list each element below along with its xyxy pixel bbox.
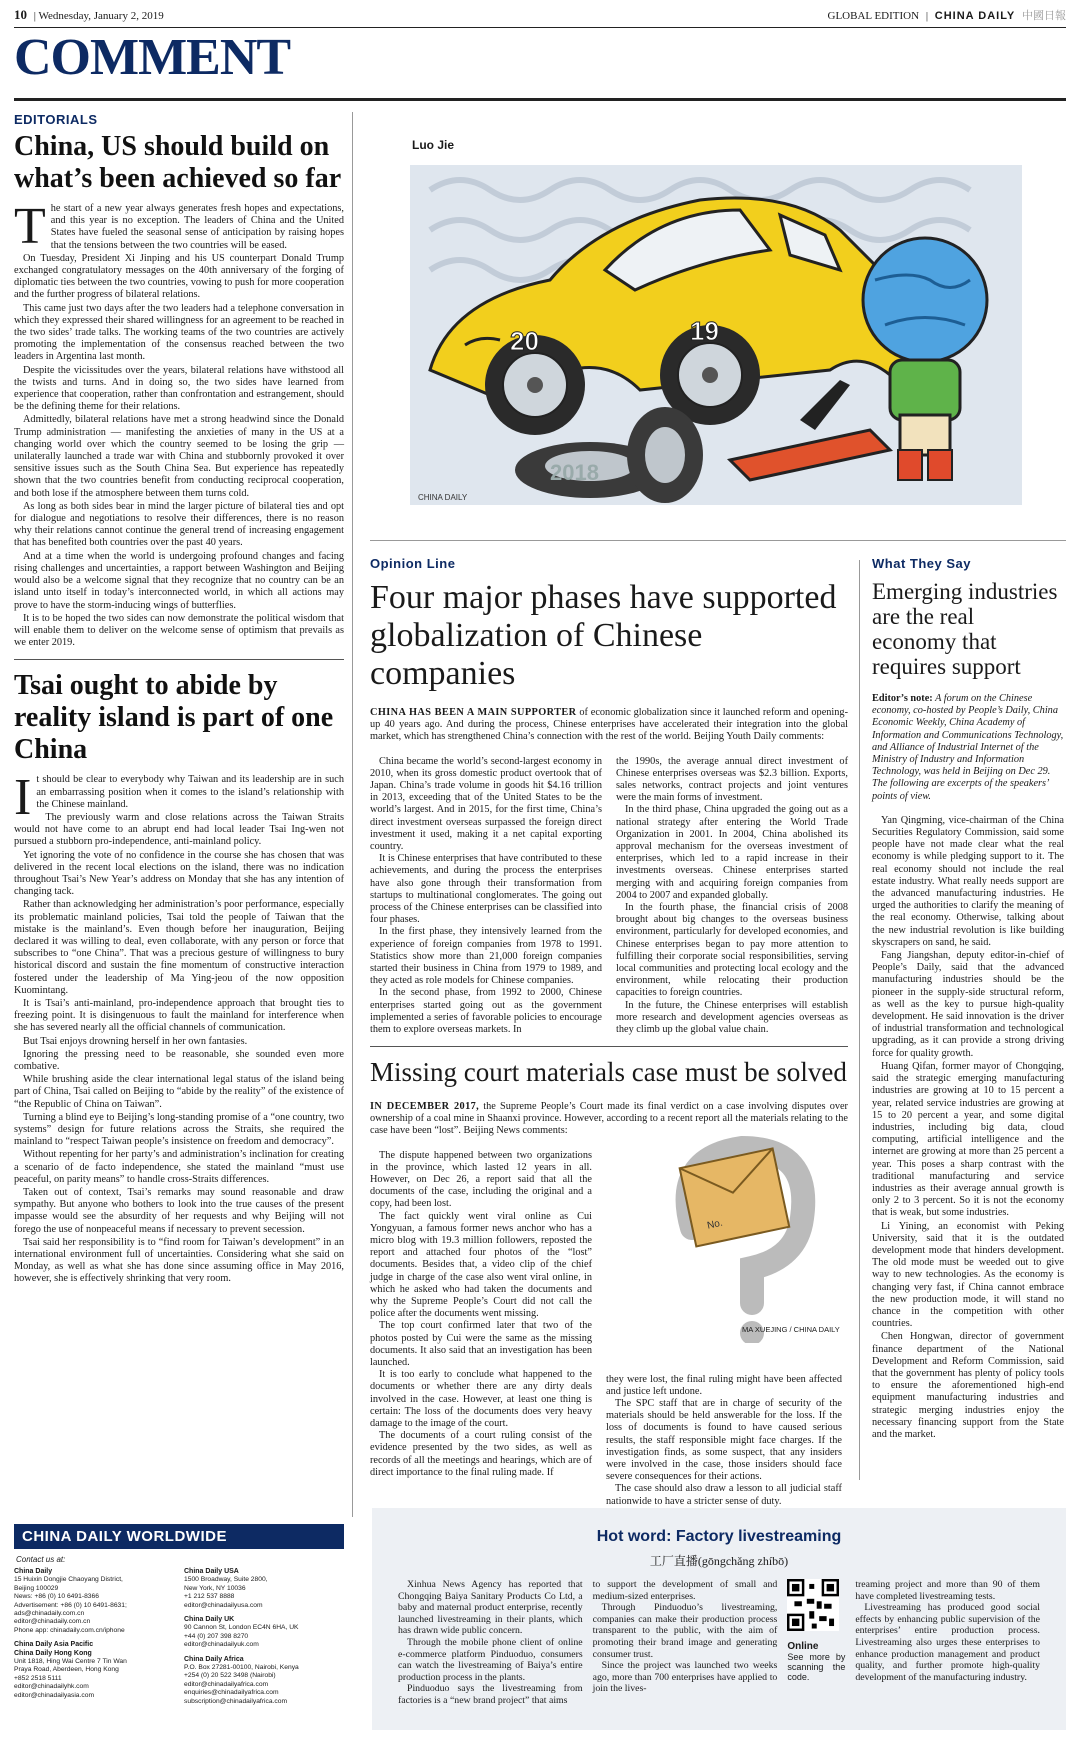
cartoon-signature: CHINA DAILY <box>418 493 468 502</box>
brand-name: CHINA DAILY <box>934 10 1016 22</box>
article-divider <box>14 659 344 660</box>
court-case-body: The dispute happened between two organizations in the province, which lasted 12 years in all. However, on Dec 26, a report said that all the documents of the case, including the original and a copy, had been lost. The fact quickly went viral online as Cui Yongyuan, a famous former news anchor who has a micro blog with 19.3 million followers, reposted the report and attached four photos of the “lost” documents. Besides that, a video clip of the chief judge in charge of the case also went viral online, in which he asked who had taken the documents and why the Supreme People’s Court did not call the police after the documents went missing. The top court confirmed later that two of the photos posted by Cui were the same as the missing documents. It also said that an investigation has been launched. It is too early to conclude what happened to the documents or whether there are any dirty deals involved in the case. However, at least one thing is certain: The loss of the documents does very heavy damage to the image of the court. The documents of a court ruling consist of the evidence presented by the two sides, as well as records of all the meetings and hearings, which are of direct importance to the final ruling made. If they were lost, the final ruling might have been affected and justice left undone. The SPC staff that are in charge of security of the materials should be held answerable for the loss. If the loss of documents is found to have caused serious results, the staff responsible might face charges. If the investigation finds, as some suspect, that any insiders were involved in the case, those insiders should face severe consequences for their actions. The case should also draw a lesson to all judicial staff nationwide to have a stricter sense of duty. <box>370 1149 842 1507</box>
envelope-label: No. <box>706 1217 724 1232</box>
court-case-headline: Missing court materials case must be solved <box>370 1057 847 1087</box>
hot-word-pinyin: 工厂直播(gōngchǎng zhíbō) <box>649 1554 789 1568</box>
issue-date: Wednesday, January 2, 2019 <box>38 10 164 22</box>
contact-column-right: China Daily USA 1500 Broadway, Suite 2800, New York, NY 10036 +1 212 537 8888 editor@chinadailyusa.com China Daily UK 90 Cannon St, London EC4N 6HA, UK +44 (0) 207 398 8270 editor@chinadailyuk.com China Daily Africa P.O. Box 27281-00100, Nairobi, Kenya +254 (0) 20 522 3498 (Nairobi) editor@chinadailyafrica.com enquiries@chinadailyafrica.com subscription@chinadailyafrica.com <box>184 1568 299 1705</box>
dropcap: T <box>14 198 46 255</box>
section-rule <box>14 98 1066 101</box>
opinion-line-kicker: Opinion Line <box>370 556 456 571</box>
section-title: COMMENT <box>14 29 291 86</box>
opinion-line-headline: Four major phases have supported globalization of Chinese companies <box>370 579 837 692</box>
contact-column-left: China Daily 15 Huixin Dongjie Chaoyang District, Beijing 100029 News: +86 (0) 10 6491-8366 Advertisement: +86 (0) 10 6491-8631; ads@chinadaily.com.cn editor@chinadaily.com.cn Phone app: chinadaily.com.cn/iphone China Daily Asia Pacific China Daily Hong Kong Unit 1818, Hing Wai Centre 7 Tin Wan Praya Road, Aberdeen, Hong Kong +852 2518 5111 editor@chinadailyhk.com editor@chinadailyasia.com <box>14 1568 127 1699</box>
editorial-2-headline: Tsai ought to abide by reality island is part of one China <box>14 670 334 766</box>
opinion-line-body: China became the world’s second-largest economy in 2010, when its gross domestic product overtook that of Japan. China’s trade volume in goods hit $4.16 trillion in 2013, exceeding that of the United States to be the world’s largest. And in 2015, for the first time, China’s direct investment overseas surpassed the foreign direct investment it used, making it a net capital exporting country. It is Chinese enterprises that have contributed to these achievements, and during the process the enterprises have also gone through their transformation from startups to multinational conglomerates. The going out process of the Chinese enterprises can be classified into four phases. In the first phase, they intensively learned from the experience of foreign companies from 1978 to 1991. Statistics show more than 21,000 foreign companies started their business in China from 1979 to 1989, and they acted as role models for Chinese companies. In the second phase, from 1992 to 2000, Chinese enterprises started going out as the government implemented a series of favorable policies to encourage them to explore overseas markets. In the 1990s, the average annual direct investment of Chinese enterprises overseas was $2.3 billion. Exports, sales networks, contract projects and joint ventures were the main forms of investment. In the third phase, China upgraded the going out as a national strategy after entering the World Trade Organization in 2001. In 2004, China abolished its approval mechanism for the overseas investment of enterprises, which led to a rapid increase in their investments overseas. Chinese enterprises started merging with and acquiring foreign companies from 2004 to 2007 and expanded globally. In the fourth phase, the financial crisis of 2008 brought about big changes to the overseas business environment, particularly for developed economies, and Chinese enterprises began to pay more attention to fulfilling their corporate social responsibilities, serving local communities and protecting local ecology and the environment, while relocating their production capacities to foreign countries. In the future, the Chinese enterprises will establish more research and development agencies overseas as they climb up the global value chain. <box>370 755 848 1036</box>
year-label-right: 19 <box>690 316 719 346</box>
hot-word-box <box>372 1508 1066 1730</box>
editorial-1-headline: China, US should build on what’s been achieved so far <box>14 131 342 194</box>
missing-document-illustration <box>632 1128 847 1343</box>
year-label-left: 20 <box>510 326 539 356</box>
what-they-say-kicker: What They Say <box>872 556 971 571</box>
cartoon-credit: Luo Jie <box>412 138 455 152</box>
qr-caption: See more by scanning the code. <box>787 1651 846 1682</box>
editorial-2-body: It should be clear to everybody why Taiwan and its leadership are in such an embarrassing position when it comes to the island’s relationship with the Chinese mainland. The previously warm and close relations across the Taiwan Straits would not have come to an abrupt end had local leader Tsai Ing-wen not pursued a stubborn pro-independence, anti-mainland policy. Yet ignoring the vote of no confidence in the course she has chosen that was delivered in the recent local elections on the island, there was no indication throughout Tsai’s New Year’s address on Monday that she has any intention of changing tack. Rather than acknowledging her administration’s poor performance, especially its problematic mainland policies, Tsai told the people of Taiwan that the mistake is the mainland’s. Even though before her inauguration, Beijing declared it was willing to deal, even collaborate, with any person or force that subscribes to “one China”. That was a precious gesture of willingness to bury historical discord and sustain the fine momentum of constructive interaction fostered under the leadership of Ma Ying-jeou of the now opposition Kuomintang. It is Tsai’s anti-mainland, pro-independence approach that brought ties to freezing point. It is disingenuous to fault the mainland for interference when she has severed nearly all the official channels of communication. But Tsai enjoys drowning herself in her own fantasies. Ignoring the pressing need to be reasonable, she sounded even more combative. While brushing aside the clear international legal status of the island being part of China, Tsai called on Beijing to “abide by the reality” of the existence of “the Republic of China on Taiwan”. Turning a blind eye to Beijing’s long-standing promise of a “one country, two systems” design for future relations across the Straits, she required the mainland to “respect Taiwan people’s insistence on freedom and democracy”. Without repenting for her party’s and administration’s inclination for creating a scenario of de facto independence, she stated the mainland “must use peaceful, on parity means” to handle cross-Straits differences. Taken out of context, Tsai’s remarks may sound reasonable and draw sympathy. But anyone who bothers to look into the true causes of the present impasse would see the absurdity of her requests and why Beijing will not forego the use of nonpeaceful means if necessary to prevent secession. Tsai said her responsibility is to “find room for Taiwan’s development” in an international environment full of uncertainties. Considering what she said on Monday, as well as what she has done since assuming office in May 2016, however, she is effectively shrinking that very room. <box>14 769 344 1285</box>
what-they-say-article <box>872 556 1064 1442</box>
brand-chinese: 中國日報 <box>1022 10 1066 22</box>
column-divider <box>352 112 353 1517</box>
china-daily-worldwide <box>14 1524 344 1706</box>
cartoon-illustration <box>370 130 1065 510</box>
cartoon-rule <box>370 540 1066 541</box>
qr-code-block[interactable] <box>787 1579 845 1707</box>
qr-label: Online <box>787 1640 819 1652</box>
old-tire-text: 2018 <box>550 460 599 485</box>
contact-label: Contact us at: <box>16 1555 66 1564</box>
header-left: 10 | Wednesday, January 2, 2019 <box>14 7 164 22</box>
hot-word-body: Xinhua News Agency has reported that Chongqing Baiya Sanitary Products Co Ltd, a baby and maternal product enterprise, recently launched livestreaming in their plants, which has drawn wide public concern. Through the mobile phone client of online e-commerce platform Pinduoduo, consumers can watch the livestreaming of Baiya’s entire production process in the plants. Pinduoduo says the livestreaming from factories is a “new brand project” that aims to support the development of small and medium-sized enterprises. Through Pinduoduo’s livestreaming, companies can make their production process transparent to the public, with the aim of promoting their brand image and generating consumer trust. Since the project was launched two weeks ago, more than 700 enterprises have applied to join the lives- Online See more by scanning the code. treaming project and more than 90 of them have completed livestreaming tests. Livestreaming has produced good social effects by enhancing public supervision of the enterprises’ entire production process. Livestreaming also urges these enterprises to enhance production management and product quality, and further promote high-quality development of the manufacturing industry. <box>398 1579 1040 1706</box>
editorial-1-body: The start of a new year always generates fresh hopes and expectations, and this year is no exception. The leaders of China and the United States have fueled the seasonal sense of anticipation by raising hopes that the tensions between the two countries will be eased. On Tuesday, President Xi Jinping and his US counterpart Donald Trump exchanged congratulatory messages on the 40th anniversary of the forging of diplomatic ties between the two countries, vowing to push for more cooperation and the further progress of bilateral relations. This came just two days after the two leaders had a telephone conversation in which they expressed their shared willingness for an agreement to be reached in the two sides’ trade talks. The working teams of the two countries are actively promoting the implementation of the consensus reached between the two leaders in Argentina last month. Despite the vicissitudes over the years, bilateral relations have withstood all the twists and turns. And in doing so, the two sides have learned from experience that cooperation, rather than confrontation and estrangement, should be the defining theme for their relations. Admittedly, bilateral relations have met a strong headwind since the Donald Trump administration — manifesting the anxieties of many in the US at a changing world over which the country seemed to be losing the grip — unilaterally launched a trade war with China and stubbornly provoked it over sensitive issues such as the South China Sea. But experience has repeatedly shown that the two countries benefit from conducting reciprocal cooperation, and both lose if the atmosphere between them turns cold. As long as both sides bear in mind the larger picture of bilateral ties and opt for dialogue and negotiations to resolve their differences, there is no reason why their relations cannot continue the general trend of increasing engagement that has benefited both countries over the past 40 years. And at a time when the world is undergoing profound changes and facing rising challenges and uncertainties, a rapport between Washington and Beijing would also be a welcome signal that they recognize that no country can be an island unto itself in today’s interconnected world, in which all actions may prove to have the storm-inducing wings of butterflies. It is to be hoped the two sides can now demonstrate the political wisdom that will enable them to deliver on the welcome sense of optimism that prevails as we enter 2019. <box>14 198 344 649</box>
hot-word-title: Hot word: Factory livestreaming <box>596 1528 842 1545</box>
page-number: 10 <box>14 7 27 22</box>
opinion-line-article <box>370 556 848 1036</box>
court-case-lead: IN DECEMBER 2017, the Supreme People’s Court made its final verdict on a case involving disputes over ownership of a coal mine in Shaanxi province. However, according to a recent report all the materials relating to the case have been “lost”. Beijing News comments: <box>370 1101 848 1137</box>
what-they-say-body: Yan Qingming, vice-chairman of the China Securities Regulatory Commission, said some people have not made clear what the real economy is while pledging support to it. The real economy should not include the real estate industry. What really needs support are the advanced manufacturing industries. He urged the authorities to clarify the meaning of the real economy. Otherwise, talking about the new industrial revolution is like building skyscrapers on sand, he said. Fang Jiangshan, deputy editor-in-chief of People’s Daily, said that the advanced manufacturing industries should be the pioneer in the supply-side structural reform, as well as the key to pursue high-quality development. He said innovation is the driver of industrial transformation and technological upgrading, as it can provide a strong driving force for quality growth. Huang Qifan, former mayor of Chongqing, said the strategic emerging manufacturing industries are growing at 10 to 15 percent a year, related service industries are growing at 15 to 20 percent a year, and some digital industries, including big data, cloud computing, artificial intelligence and the internet are growing at more than 25 percent a year. This poses a sharp contrast with the traditional manufacturing and service industries as their average annual growth is only 2 to 3 percent. So it is not the economy that is weak, but some industries. Li Yining, an economist with Peking University, said that it is the outdated development mode that hinders development. The old mode must be weeded out to give way to new technologies. As the economy is changing very fast, if China cannot embrace the new production mode, it will stand no chance in the competition with other countries. Chen Hongwan, director of government finance department of the National Development and Reform Commission, said that the government has plenty of policy tools to ensure the aforementioned high-end equipment manufacturing industries and strategic merging industries enjoy the necessary financing support from the State and the market. <box>872 814 1064 1440</box>
opinion-line-lead: CHINA HAS BEEN A MAIN SUPPORTER of economic globalization since it launched reform and opening-up 40 years ago. And during the process, Chinese enterprises have accelerated their integration into the global market, which has strengthened China’s connection with the rest of the world. Beijing Youth Daily comments: <box>370 707 848 743</box>
article-divider <box>370 1046 848 1047</box>
qr-code-icon[interactable] <box>787 1579 839 1631</box>
worldwide-contacts <box>14 1568 344 1706</box>
page-header <box>14 4 1066 26</box>
what-they-say-headline: Emerging industries are the real economy that requires support <box>872 579 1058 679</box>
edition-label: GLOBAL EDITION <box>827 10 920 22</box>
editor-note: Editor’s note: A forum on the Chinese economy, co-hosted by People’s Daily, China Economic Weekly, China Academy of Information and Communications Technology, and Alliance of Industrial Internet of the Ministry of Industry and Information Technology, was held in Beijing on Dec 29. The following are excerpts of the speakers’ points of view. <box>872 693 1064 802</box>
header-right: GLOBAL EDITION | CHINA DAILY 中國日報 <box>827 10 1066 22</box>
dropcap: I <box>14 769 32 827</box>
editorials-column <box>14 112 344 1287</box>
column-divider <box>859 560 860 1480</box>
worldwide-title: CHINA DAILY WORLDWIDE <box>14 1524 344 1549</box>
illustration-credit: MA XUEJING / CHINA DAILY <box>742 1325 840 1334</box>
editorials-kicker: EDITORIALS <box>14 112 98 127</box>
